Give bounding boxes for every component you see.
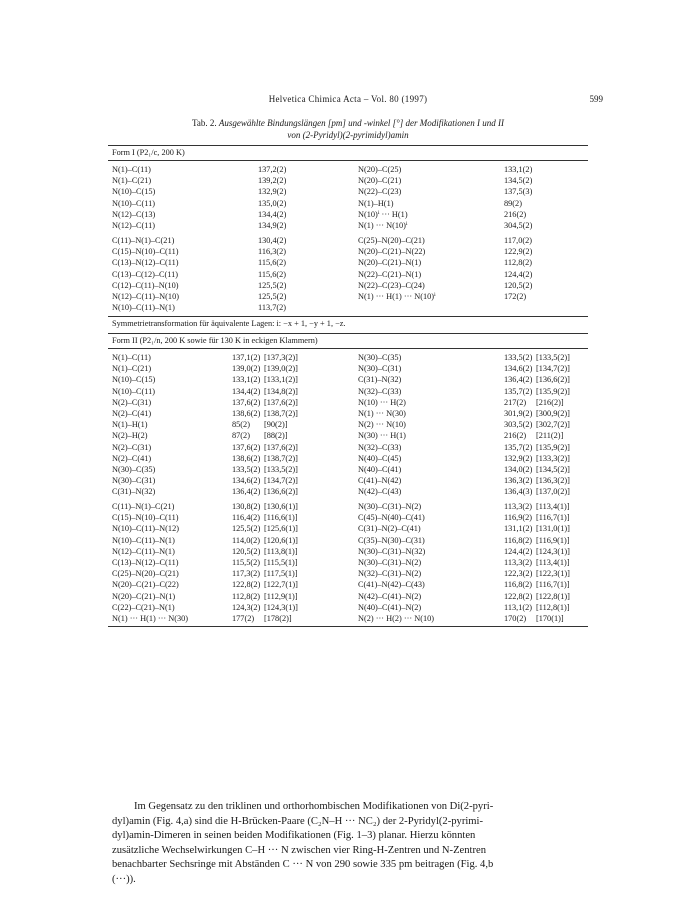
table-row [112, 512, 588, 523]
table-cell: [133,5(2)] [264, 464, 298, 474]
caption-text: Ausgewählte Bindungslängen [pm] und -winkel [°] der Modifikationen I und II [218, 118, 504, 128]
table-cell: N(30)–C(35) [112, 464, 156, 474]
table-row [112, 302, 588, 313]
table-cell: N(10) ··· H(2) [358, 397, 406, 407]
table-cell: 120,5(2) [232, 546, 261, 556]
table-cell: N(2) ··· H(2) ··· N(10) [358, 613, 435, 623]
table-cell: N(1)–C(11) [112, 353, 151, 362]
table-cell: N(30)–C(31)–N(32) [358, 546, 426, 556]
table-cell: N(2)–H(2) [112, 431, 148, 441]
table-cell: 177(2) [232, 613, 255, 623]
table-cell: 113,3(2) [504, 502, 533, 511]
table-cell: 122,8(2) [504, 591, 533, 601]
table-row [112, 546, 588, 557]
table-cell: 136,3(2) [504, 476, 533, 486]
table-cell: 117,0(2) [504, 236, 533, 245]
table-cell: 303,5(2) [504, 420, 533, 430]
table-cell: 137,2(2) [258, 165, 287, 174]
table-row [112, 486, 588, 497]
table-row [112, 235, 588, 246]
table-cell: 112,8(2) [504, 258, 533, 268]
table-cell: C(13)–N(12)–C(11) [112, 557, 179, 567]
table-cell: N(12)–C(13) [112, 209, 156, 219]
table-cell: 120,5(2) [504, 280, 533, 290]
table-cell: N(30)–C(31) [358, 364, 402, 374]
table-row [112, 257, 588, 268]
table-cell: 116,9(2) [504, 513, 533, 523]
table-cell: 304,5(2) [504, 220, 533, 230]
table-row [112, 464, 588, 475]
table-cell: 125,5(2) [258, 280, 287, 290]
table-cell: N(10)–C(11)–N(12) [112, 524, 179, 534]
table-cell: 113,3(2) [504, 557, 533, 567]
table-cell: N(22)–C(23) [358, 187, 402, 197]
table-cell: 124,4(2) [504, 269, 533, 279]
table-cell: [137,0(2)] [536, 487, 570, 497]
table-cell: N(12)–C(11)–N(1) [112, 546, 175, 556]
table-cell: [300,9(2)] [536, 408, 570, 418]
form2-heading: Form II (P2₁/n, 200 K sowie für 130 K in eckigen Klammern) [112, 336, 318, 345]
table-cell: [116,9(1)] [536, 535, 570, 545]
table-cell: 137,6(2) [232, 397, 261, 407]
table-cell: 170(2) [504, 613, 527, 623]
table-cell: [211(2)] [536, 431, 564, 441]
table-cell: N(40)–C(41)–N(2) [358, 602, 422, 612]
table-cell: 113,7(2) [258, 303, 287, 313]
table-cell: C(45)–N(40)–C(41) [358, 513, 425, 523]
table-cell: 114,0(2) [232, 535, 261, 545]
table-cell: 216(2) [504, 209, 527, 219]
table-cell: 135,0(2) [258, 198, 287, 208]
table-cell: 134,0(2) [504, 464, 533, 474]
table-row [112, 397, 588, 408]
symmetry-rule [108, 316, 588, 317]
table-cell: 122,8(2) [232, 580, 261, 590]
table-row [112, 557, 588, 568]
table-row [112, 280, 588, 291]
table-row [112, 419, 588, 430]
table-row [112, 602, 588, 613]
table-row [112, 164, 588, 175]
table-cell: [131,0(1)] [536, 524, 570, 534]
table-cell: 133,1(2) [232, 375, 261, 385]
table-cell: N(2)–C(31) [112, 442, 152, 452]
table-cell: 137,5(3) [504, 187, 533, 197]
table-cell: 115,5(2) [232, 557, 261, 567]
table-cell: N(1)–C(11) [112, 165, 151, 174]
running-header [0, 94, 696, 106]
table-cell: N(1) ··· N(30) [358, 408, 406, 418]
table-cell: [117,5(1)] [264, 569, 298, 579]
table-row [112, 363, 588, 374]
table-cell: [122,8(1)] [536, 591, 570, 601]
table-cell: 115,6(2) [258, 269, 287, 279]
table-cell: [124,3(1)] [264, 602, 298, 612]
table-cell: N(20)–C(21)–C(22) [112, 580, 179, 590]
table-cell: [138,7(2)] [264, 408, 298, 418]
table-cell: 134,4(2) [232, 386, 261, 396]
table-row [112, 246, 588, 257]
table-cell: C(11)–N(1)–C(21) [112, 236, 175, 245]
table-cell: [170(1)] [536, 613, 564, 623]
table-cell: [134,7(2)] [536, 364, 570, 374]
table-cell: N(20)–C(21)–N(1) [112, 591, 176, 601]
table-cell: 130,8(2) [232, 502, 261, 511]
table-cell: N(20)–C(21)–N(1) [358, 258, 422, 268]
table-cell: N(32)–C(33) [358, 442, 402, 452]
table-cell: C(31)–N(2)–C(41) [358, 524, 421, 534]
table-row [112, 579, 588, 590]
table-row [112, 568, 588, 579]
table-cell: [112,9(1)] [264, 591, 298, 601]
table-cell: [88(2)] [264, 431, 288, 441]
table-cell: C(11)–N(1)–C(21) [112, 502, 175, 511]
table-cell: 132,9(2) [258, 187, 287, 197]
table-cell: C(25)–N(20)–C(21) [112, 569, 179, 579]
form2-angles [112, 501, 588, 624]
page-number: 599 [589, 94, 603, 104]
table-bottom-rule [108, 626, 588, 627]
table-cell: C(15)–N(10)–C(11) [112, 513, 179, 523]
table-cell: N(2)–C(31) [112, 397, 152, 407]
table-cell: N(32)–C(33) [358, 386, 402, 396]
table-cell: [120,6(1)] [264, 535, 298, 545]
table-cell: 133,5(2) [232, 464, 261, 474]
form2-top-rule [108, 333, 588, 334]
table-cell: N(10)–C(15) [112, 375, 156, 385]
table-cell: [135,9(2)] [536, 442, 570, 452]
paragraph-line: dyl)amin-Dimeren in seinen beiden Modifikationen (Fig. 1–3) planar. Hierzu könnten [112, 830, 476, 842]
table-cell: C(35)–N(30)–C(31) [358, 535, 425, 545]
table-cell: N(10)–C(11) [112, 198, 156, 208]
table-row [112, 523, 588, 534]
table-row [112, 535, 588, 546]
table-cell: 131,1(2) [504, 524, 533, 534]
table-cell: 134,6(2) [504, 364, 533, 374]
table-cell: 135,7(2) [504, 386, 533, 396]
table-cell: 124,4(2) [504, 546, 533, 556]
table-row [112, 613, 588, 624]
form1-distances [112, 164, 588, 231]
table-cell: N(10)–C(11)–N(1) [112, 535, 175, 545]
table-cell: N(12)–C(11)–N(10) [112, 291, 179, 301]
table-cell: 116,8(2) [504, 580, 533, 590]
table-cell: [178(2)] [264, 613, 292, 623]
table-cell: 139,0(2) [232, 364, 261, 374]
paragraph-line: (···)). [112, 873, 136, 885]
table-cell: 216(2) [504, 431, 527, 441]
table-cell: C(41)–N(42)–C(43) [358, 580, 425, 590]
paragraph-line: dyl)amin (Fig. 4,a) sind die H-Brücken-Paare (C₂N–H ··· NC₂) der 2-Pyridyl(2-pyrimi- [112, 815, 484, 827]
table-row [112, 220, 588, 231]
table-row [112, 408, 588, 419]
table-cell: [112,8(1)] [536, 602, 570, 612]
table-top-rule [108, 145, 588, 146]
table-cell: 117,3(2) [232, 569, 261, 579]
table-row [112, 352, 588, 363]
table-row [112, 269, 588, 280]
table-cell: 133,5(2) [504, 353, 533, 362]
form1-angles [112, 235, 588, 313]
table-cell: 89(2) [504, 198, 522, 208]
table-cell: C(41)–N(42) [358, 476, 402, 486]
table-cell: C(22)–C(21)–N(1) [112, 602, 175, 612]
table-cell: N(1)–H(1) [358, 198, 394, 208]
table-cell: 85(2) [232, 420, 250, 430]
table-cell: N(1) ··· H(1) ··· N(30) [112, 613, 189, 623]
table-cell: [302,7(2)] [536, 420, 570, 430]
table-cell: N(30)–C(31)–N(2) [358, 502, 422, 511]
table-row [112, 475, 588, 486]
table-cell: [136,6(2)] [536, 375, 570, 385]
table-cell: N(2) ··· N(10) [358, 420, 406, 430]
table-cell: 130,4(2) [258, 236, 287, 245]
table-cell: C(13)–N(12)–C(11) [112, 258, 179, 268]
table-cell: C(31)–N(32) [112, 487, 156, 497]
table-cell: 136,4(2) [232, 487, 261, 497]
form2-heading-rule [108, 348, 588, 349]
journal-title: Helvetica Chimica Acta – Vol. 80 (1997) [268, 94, 428, 104]
table-cell: N(10)–C(11)–N(1) [112, 303, 175, 313]
table-cell: [115,5(1)] [264, 557, 298, 567]
table-row [112, 501, 588, 512]
table-cell: C(31)–N(32) [358, 375, 402, 385]
table-cell: 134,9(2) [258, 220, 287, 230]
table-row [112, 591, 588, 602]
table-cell: N(30)–C(31)–N(2) [358, 557, 422, 567]
table-cell: N(12)–C(11) [112, 220, 156, 230]
table-cell: 137,6(2) [232, 442, 261, 452]
table-cell: N(10)–C(15) [112, 187, 156, 197]
table-cell: N(2)–C(41) [112, 453, 152, 463]
table-caption [120, 117, 576, 141]
table-cell: 125,5(2) [232, 524, 261, 534]
table-cell: 132,9(2) [504, 453, 533, 463]
table-cell: [138,7(2)] [264, 453, 298, 463]
table-cell: N(22)–C(21)–N(1) [358, 269, 422, 279]
body-paragraph [112, 800, 588, 888]
table-cell: N(40)–C(41) [358, 464, 402, 474]
table-row [112, 442, 588, 453]
table-cell: N(1)–H(1) [112, 420, 148, 430]
table-cell: [134,7(2)] [264, 476, 298, 486]
table-cell: 135,7(2) [504, 442, 533, 452]
table-cell: [134,5(2)] [536, 464, 570, 474]
table-cell: N(30)–C(35) [358, 353, 402, 362]
table-row [112, 198, 588, 209]
table-cell: [133,5(2)] [536, 353, 570, 362]
table-cell: N(1) ··· N(10)ⁱ [358, 220, 408, 230]
table-cell: [135,9(2)] [536, 386, 570, 396]
table-row [112, 430, 588, 441]
table-cell: [122,7(1)] [264, 580, 298, 590]
table-cell: 122,9(2) [504, 247, 533, 257]
table-cell: N(30)–C(31) [112, 476, 156, 486]
table-cell: N(2)–C(41) [112, 408, 152, 418]
table-cell: 122,3(2) [504, 569, 533, 579]
table-cell: 301,9(2) [504, 408, 533, 418]
table-cell: N(1) ··· H(1) ··· N(10)ⁱ [358, 291, 436, 301]
table-cell: [134,8(2)] [264, 386, 298, 396]
table-cell: [116,6(1)] [264, 513, 298, 523]
table-cell: N(40)–C(45) [358, 453, 402, 463]
table-cell: C(13)–C(12)–C(11) [112, 269, 179, 279]
table-cell: N(20)–C(21) [358, 176, 402, 186]
table-cell: 134,6(2) [232, 476, 261, 486]
paragraph-line: benachbarter Sechsringe mit Abständen C ··· N von 290 sowie 335 pm beitragen (Fig. 4,b [112, 859, 494, 871]
table-cell: [137,3(2)] [264, 353, 298, 362]
table-cell: 116,8(2) [504, 535, 533, 545]
table-cell: C(12)–C(11)–N(10) [112, 280, 179, 290]
table-cell: N(1)–C(21) [112, 364, 152, 374]
table-row [112, 291, 588, 302]
table-cell: [136,3(2)] [536, 476, 570, 486]
table-cell: N(30) ··· H(1) [358, 431, 406, 441]
table-cell: 136,4(3) [504, 487, 533, 497]
caption-label: Tab. 2. [192, 118, 217, 128]
table-cell: N(10)–C(11) [112, 386, 156, 396]
table-cell: [139,0(2)] [264, 364, 298, 374]
table-cell: 217(2) [504, 397, 527, 407]
table-cell: N(10)ⁱ ··· H(1) [358, 209, 408, 219]
table-cell: 134,5(2) [504, 176, 533, 186]
table-cell: 139,2(2) [258, 176, 287, 186]
table-cell: [133,1(2)] [264, 375, 298, 385]
table-cell: 138,6(2) [232, 408, 261, 418]
table-cell: [116,7(1)] [536, 513, 570, 523]
paragraph-line: Im Gegensatz zu den triklinen und orthorhombischen Modifikationen von Di(2-pyri- [134, 801, 494, 812]
paragraph-line: zusätzliche Wechselwirkungen C–H ··· N zwischen vier Ring-H-Zentren und N-Zentren [112, 844, 487, 856]
table-cell: 125,5(2) [258, 291, 287, 301]
table-cell: 124,3(2) [232, 602, 261, 612]
table-cell: 138,6(2) [232, 453, 261, 463]
table-cell: [136,6(2)] [264, 487, 298, 497]
caption-text-line2: von (2-Pyridyl)(2-pyrimidyl)amin [287, 130, 409, 140]
table-cell: C(25)–N(20)–C(21) [358, 236, 425, 245]
table-cell: 116,3(2) [258, 247, 287, 257]
form2-distances [112, 352, 588, 497]
table-cell: 112,8(2) [232, 591, 261, 601]
table-cell: N(1)–C(21) [112, 176, 152, 186]
table-cell: [124,3(1)] [536, 546, 570, 556]
table-cell: 115,6(2) [258, 258, 287, 268]
table-cell: [125,6(1)] [264, 524, 298, 534]
table-cell: 116,4(2) [232, 513, 261, 523]
table-cell: [122,3(1)] [536, 569, 570, 579]
table-cell: N(42)–C(41)–N(2) [358, 591, 422, 601]
table-row [112, 175, 588, 186]
table-cell: 136,4(2) [504, 375, 533, 385]
table-cell: N(20)–C(21)–N(22) [358, 247, 426, 257]
table-cell: N(22)–C(23)–C(24) [358, 280, 425, 290]
table-cell: 113,1(2) [504, 602, 533, 612]
table-cell: [137,6(2)] [264, 442, 298, 452]
table-cell: 137,1(2) [232, 353, 261, 362]
table-cell: [116,7(1)] [536, 580, 570, 590]
table-cell: 87(2) [232, 431, 250, 441]
table-cell: [113,4(1)] [536, 502, 570, 511]
symmetry-note: Symmetrietransformation für äquivalente Lagen: i: −x + 1, −y + 1, −z. [112, 319, 346, 328]
table-cell: N(32)–C(31)–N(2) [358, 569, 422, 579]
table-cell: [216(2)] [536, 397, 564, 407]
table-row [112, 386, 588, 397]
table-cell: [137,6(2)] [264, 397, 298, 407]
table-cell: [90(2)] [264, 420, 288, 430]
table-cell: 134,4(2) [258, 209, 287, 219]
form1-heading: Form I (P2₁/c, 200 K) [112, 148, 185, 157]
table-cell: C(15)–N(10)–C(11) [112, 247, 179, 257]
table-row [112, 209, 588, 220]
table-cell: [113,4(1)] [536, 557, 570, 567]
table-cell: [130,6(1)] [264, 502, 298, 511]
table-row [112, 374, 588, 385]
table-cell: N(42)–C(43) [358, 487, 402, 497]
table-cell: N(20)–C(25) [358, 165, 402, 174]
table-cell: 172(2) [504, 291, 527, 301]
table-cell: [133,3(2)] [536, 453, 570, 463]
table-cell: 133,1(2) [504, 165, 533, 174]
table-row [112, 453, 588, 464]
table-row [112, 186, 588, 197]
form1-heading-rule [108, 160, 588, 161]
table-cell: [113,8(1)] [264, 546, 298, 556]
